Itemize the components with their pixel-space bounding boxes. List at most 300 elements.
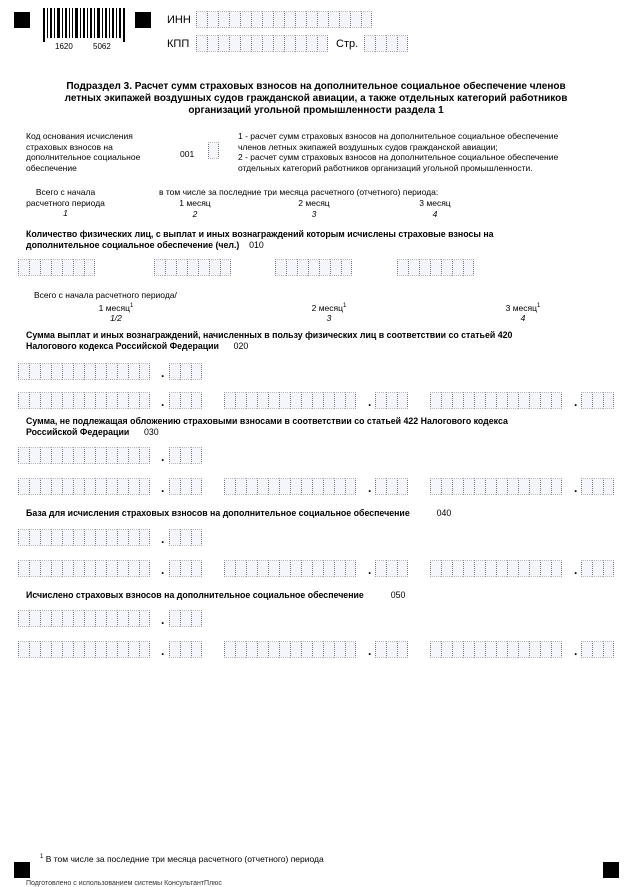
- input-cell[interactable]: [441, 641, 452, 658]
- input-cell[interactable]: [581, 478, 592, 495]
- row-010-month1-field[interactable]: [154, 259, 231, 276]
- input-cell[interactable]: [51, 610, 62, 627]
- input-cell[interactable]: [180, 529, 191, 546]
- input-cell[interactable]: [341, 259, 352, 276]
- row-040-month3-kopecks-field[interactable]: [581, 560, 614, 577]
- input-cell[interactable]: [463, 259, 474, 276]
- input-cell[interactable]: [334, 392, 345, 409]
- input-cell[interactable]: [180, 363, 191, 380]
- input-cell[interactable]: [507, 478, 518, 495]
- input-cell[interactable]: [62, 392, 73, 409]
- input-cell[interactable]: [386, 35, 397, 52]
- input-cell[interactable]: [191, 478, 202, 495]
- input-cell[interactable]: [496, 478, 507, 495]
- input-cell[interactable]: [375, 478, 386, 495]
- input-cell[interactable]: [224, 478, 235, 495]
- row-030-month1-rubles-field[interactable]: [18, 478, 150, 495]
- input-cell[interactable]: [540, 392, 551, 409]
- input-cell[interactable]: [350, 11, 361, 28]
- input-cell[interactable]: [84, 529, 95, 546]
- input-cell[interactable]: [375, 560, 386, 577]
- input-cell[interactable]: [117, 478, 128, 495]
- row-010-total-field[interactable]: [18, 259, 95, 276]
- input-cell[interactable]: [386, 478, 397, 495]
- input-cell[interactable]: [312, 478, 323, 495]
- input-cell[interactable]: [330, 259, 341, 276]
- input-cell[interactable]: [334, 560, 345, 577]
- row-020-month3-kopecks-field[interactable]: [581, 392, 614, 409]
- input-cell[interactable]: [246, 392, 257, 409]
- input-cell[interactable]: [62, 447, 73, 464]
- input-cell[interactable]: [95, 478, 106, 495]
- input-cell[interactable]: [463, 392, 474, 409]
- input-cell[interactable]: [180, 641, 191, 658]
- row-030-month3-kopecks-field[interactable]: [581, 478, 614, 495]
- row-040-total-kopecks-field[interactable]: [169, 529, 202, 546]
- input-cell[interactable]: [154, 259, 165, 276]
- row-050-month3-kopecks-field[interactable]: [581, 641, 614, 658]
- input-cell[interactable]: [84, 392, 95, 409]
- input-cell[interactable]: [51, 363, 62, 380]
- input-cell[interactable]: [139, 560, 150, 577]
- input-cell[interactable]: [540, 560, 551, 577]
- row-050-month1-rubles-field[interactable]: [18, 641, 150, 658]
- row-020-month1-kopecks-field[interactable]: [169, 392, 202, 409]
- input-cell[interactable]: [262, 11, 273, 28]
- input-cell[interactable]: [275, 259, 286, 276]
- input-cell[interactable]: [386, 641, 397, 658]
- input-cell[interactable]: [317, 35, 328, 52]
- input-cell[interactable]: [474, 560, 485, 577]
- input-cell[interactable]: [246, 478, 257, 495]
- input-cell[interactable]: [139, 610, 150, 627]
- input-cell[interactable]: [279, 392, 290, 409]
- input-cell[interactable]: [209, 259, 220, 276]
- row-010-month2-field[interactable]: [275, 259, 352, 276]
- input-cell[interactable]: [603, 641, 614, 658]
- row-020-month3-rubles-field[interactable]: [430, 392, 562, 409]
- input-cell[interactable]: [40, 610, 51, 627]
- input-cell[interactable]: [386, 560, 397, 577]
- input-cell[interactable]: [84, 259, 95, 276]
- input-cell[interactable]: [334, 478, 345, 495]
- input-cell[interactable]: [224, 641, 235, 658]
- input-cell[interactable]: [84, 363, 95, 380]
- input-cell[interactable]: [386, 392, 397, 409]
- input-cell[interactable]: [106, 641, 117, 658]
- input-cell[interactable]: [323, 478, 334, 495]
- input-cell[interactable]: [375, 35, 386, 52]
- input-cell[interactable]: [328, 11, 339, 28]
- input-cell[interactable]: [73, 447, 84, 464]
- input-cell[interactable]: [73, 259, 84, 276]
- input-cell[interactable]: [169, 610, 180, 627]
- input-cell[interactable]: [18, 529, 29, 546]
- input-cell[interactable]: [165, 259, 176, 276]
- input-cell[interactable]: [496, 641, 507, 658]
- input-cell[interactable]: [18, 560, 29, 577]
- row-040-month2-rubles-field[interactable]: [224, 560, 356, 577]
- input-cell[interactable]: [95, 363, 106, 380]
- input-cell[interactable]: [430, 259, 441, 276]
- input-cell[interactable]: [62, 259, 73, 276]
- input-cell[interactable]: [62, 529, 73, 546]
- input-cell[interactable]: [408, 259, 419, 276]
- input-cell[interactable]: [117, 363, 128, 380]
- input-cell[interactable]: [551, 478, 562, 495]
- input-cell[interactable]: [507, 641, 518, 658]
- input-cell[interactable]: [581, 560, 592, 577]
- input-cell[interactable]: [62, 641, 73, 658]
- input-cell[interactable]: [208, 142, 219, 159]
- input-cell[interactable]: [62, 363, 73, 380]
- input-cell[interactable]: [117, 529, 128, 546]
- input-cell[interactable]: [117, 392, 128, 409]
- input-cell[interactable]: [95, 641, 106, 658]
- input-cell[interactable]: [581, 641, 592, 658]
- input-cell[interactable]: [518, 392, 529, 409]
- input-cell[interactable]: [84, 610, 95, 627]
- input-cell[interactable]: [139, 478, 150, 495]
- input-cell[interactable]: [191, 392, 202, 409]
- input-cell[interactable]: [40, 392, 51, 409]
- input-cell[interactable]: [257, 392, 268, 409]
- row-050-month1-kopecks-field[interactable]: [169, 641, 202, 658]
- input-cell[interactable]: [485, 641, 496, 658]
- input-cell[interactable]: [40, 447, 51, 464]
- input-cell[interactable]: [430, 392, 441, 409]
- input-cell[interactable]: [518, 560, 529, 577]
- input-cell[interactable]: [345, 478, 356, 495]
- input-cell[interactable]: [529, 560, 540, 577]
- input-cell[interactable]: [196, 35, 207, 52]
- input-cell[interactable]: [169, 392, 180, 409]
- row-040-month1-rubles-field[interactable]: [18, 560, 150, 577]
- input-cell[interactable]: [106, 447, 117, 464]
- input-cell[interactable]: [592, 641, 603, 658]
- input-cell[interactable]: [603, 478, 614, 495]
- input-cell[interactable]: [279, 641, 290, 658]
- input-cell[interactable]: [485, 392, 496, 409]
- input-cell[interactable]: [430, 478, 441, 495]
- input-cell[interactable]: [592, 560, 603, 577]
- input-cell[interactable]: [18, 392, 29, 409]
- input-cell[interactable]: [246, 641, 257, 658]
- input-cell[interactable]: [279, 560, 290, 577]
- input-cell[interactable]: [551, 560, 562, 577]
- input-cell[interactable]: [51, 259, 62, 276]
- row-030-month2-rubles-field[interactable]: [224, 478, 356, 495]
- input-cell[interactable]: [286, 259, 297, 276]
- input-cell[interactable]: [51, 447, 62, 464]
- input-cell[interactable]: [319, 259, 330, 276]
- input-cell[interactable]: [397, 392, 408, 409]
- input-cell[interactable]: [198, 259, 209, 276]
- input-cell[interactable]: [334, 641, 345, 658]
- input-cell[interactable]: [180, 610, 191, 627]
- input-cell[interactable]: [40, 560, 51, 577]
- row-050-total-rubles-field[interactable]: [18, 610, 150, 627]
- input-cell[interactable]: [452, 641, 463, 658]
- row-050-month2-kopecks-field[interactable]: [375, 641, 408, 658]
- input-cell[interactable]: [106, 610, 117, 627]
- input-cell[interactable]: [323, 560, 334, 577]
- input-cell[interactable]: [73, 363, 84, 380]
- row-050-month2-rubles-field[interactable]: [224, 641, 356, 658]
- input-cell[interactable]: [106, 560, 117, 577]
- input-cell[interactable]: [551, 641, 562, 658]
- input-cell[interactable]: [191, 560, 202, 577]
- input-cell[interactable]: [419, 259, 430, 276]
- input-cell[interactable]: [308, 259, 319, 276]
- input-cell[interactable]: [62, 478, 73, 495]
- input-cell[interactable]: [441, 478, 452, 495]
- input-cell[interactable]: [224, 560, 235, 577]
- input-cell[interactable]: [361, 11, 372, 28]
- input-cell[interactable]: [540, 641, 551, 658]
- input-cell[interactable]: [139, 447, 150, 464]
- row-020-month2-rubles-field[interactable]: [224, 392, 356, 409]
- input-cell[interactable]: [496, 392, 507, 409]
- input-cell[interactable]: [95, 392, 106, 409]
- input-cell[interactable]: [235, 560, 246, 577]
- row-020-total-rubles-field[interactable]: [18, 363, 150, 380]
- input-cell[interactable]: [73, 560, 84, 577]
- input-cell[interactable]: [73, 529, 84, 546]
- input-cell[interactable]: [551, 392, 562, 409]
- input-cell[interactable]: [268, 560, 279, 577]
- input-cell[interactable]: [180, 478, 191, 495]
- input-cell[interactable]: [29, 641, 40, 658]
- input-cell[interactable]: [345, 392, 356, 409]
- input-cell[interactable]: [191, 641, 202, 658]
- input-cell[interactable]: [463, 478, 474, 495]
- input-cell[interactable]: [240, 35, 251, 52]
- input-cell[interactable]: [397, 641, 408, 658]
- input-cell[interactable]: [196, 11, 207, 28]
- row-040-month1-kopecks-field[interactable]: [169, 560, 202, 577]
- input-cell[interactable]: [220, 259, 231, 276]
- input-cell[interactable]: [117, 447, 128, 464]
- input-cell[interactable]: [397, 560, 408, 577]
- input-cell[interactable]: [441, 392, 452, 409]
- input-cell[interactable]: [345, 560, 356, 577]
- input-cell[interactable]: [301, 641, 312, 658]
- input-cell[interactable]: [218, 11, 229, 28]
- row-030-month2-kopecks-field[interactable]: [375, 478, 408, 495]
- input-cell[interactable]: [235, 478, 246, 495]
- input-cell[interactable]: [128, 560, 139, 577]
- input-cell[interactable]: [128, 392, 139, 409]
- input-cell[interactable]: [375, 641, 386, 658]
- row-020-total-kopecks-field[interactable]: [169, 363, 202, 380]
- input-cell[interactable]: [229, 35, 240, 52]
- input-cell[interactable]: [592, 478, 603, 495]
- input-cell[interactable]: [290, 560, 301, 577]
- input-cell[interactable]: [95, 560, 106, 577]
- input-cell[interactable]: [128, 529, 139, 546]
- input-cell[interactable]: [301, 478, 312, 495]
- input-cell[interactable]: [312, 641, 323, 658]
- input-cell[interactable]: [18, 363, 29, 380]
- input-cell[interactable]: [529, 641, 540, 658]
- input-cell[interactable]: [180, 392, 191, 409]
- input-cell[interactable]: [518, 478, 529, 495]
- input-cell[interactable]: [117, 610, 128, 627]
- input-cell[interactable]: [180, 560, 191, 577]
- input-cell[interactable]: [40, 478, 51, 495]
- input-cell[interactable]: [290, 641, 301, 658]
- input-cell[interactable]: [169, 447, 180, 464]
- input-cell[interactable]: [139, 392, 150, 409]
- input-cell[interactable]: [323, 641, 334, 658]
- input-cell[interactable]: [62, 560, 73, 577]
- input-cell[interactable]: [441, 259, 452, 276]
- input-cell[interactable]: [262, 35, 273, 52]
- input-cell[interactable]: [139, 641, 150, 658]
- input-cell[interactable]: [139, 363, 150, 380]
- input-cell[interactable]: [29, 529, 40, 546]
- input-cell[interactable]: [18, 610, 29, 627]
- input-cell[interactable]: [187, 259, 198, 276]
- input-cell[interactable]: [246, 560, 257, 577]
- input-cell[interactable]: [364, 35, 375, 52]
- input-cell[interactable]: [18, 259, 29, 276]
- input-cell[interactable]: [430, 560, 441, 577]
- input-cell[interactable]: [290, 478, 301, 495]
- input-cell[interactable]: [73, 392, 84, 409]
- input-cell[interactable]: [229, 11, 240, 28]
- input-cell[interactable]: [441, 560, 452, 577]
- input-cell[interactable]: [345, 641, 356, 658]
- input-cell[interactable]: [273, 11, 284, 28]
- page-number-field[interactable]: [364, 35, 408, 52]
- input-cell[interactable]: [29, 363, 40, 380]
- input-cell[interactable]: [84, 478, 95, 495]
- input-cell[interactable]: [18, 478, 29, 495]
- input-cell[interactable]: [51, 392, 62, 409]
- input-cell[interactable]: [257, 560, 268, 577]
- input-cell[interactable]: [117, 641, 128, 658]
- input-cell[interactable]: [463, 560, 474, 577]
- input-cell[interactable]: [603, 392, 614, 409]
- input-cell[interactable]: [268, 478, 279, 495]
- row-040-month3-rubles-field[interactable]: [430, 560, 562, 577]
- input-cell[interactable]: [430, 641, 441, 658]
- input-cell[interactable]: [51, 529, 62, 546]
- input-cell[interactable]: [84, 447, 95, 464]
- row-020-month1-rubles-field[interactable]: [18, 392, 150, 409]
- input-cell[interactable]: [84, 560, 95, 577]
- input-cell[interactable]: [29, 478, 40, 495]
- input-cell[interactable]: [29, 259, 40, 276]
- input-cell[interactable]: [207, 35, 218, 52]
- input-cell[interactable]: [295, 35, 306, 52]
- row-030-month1-kopecks-field[interactable]: [169, 478, 202, 495]
- input-cell[interactable]: [507, 392, 518, 409]
- input-cell[interactable]: [191, 447, 202, 464]
- input-cell[interactable]: [139, 529, 150, 546]
- input-cell[interactable]: [40, 641, 51, 658]
- row-040-month2-kopecks-field[interactable]: [375, 560, 408, 577]
- row-010-month3-field[interactable]: [397, 259, 474, 276]
- input-cell[interactable]: [452, 478, 463, 495]
- input-cell[interactable]: [397, 259, 408, 276]
- input-cell[interactable]: [180, 447, 191, 464]
- input-cell[interactable]: [18, 447, 29, 464]
- input-cell[interactable]: [40, 259, 51, 276]
- input-cell[interactable]: [474, 392, 485, 409]
- input-cell[interactable]: [18, 641, 29, 658]
- input-cell[interactable]: [463, 641, 474, 658]
- input-cell[interactable]: [452, 392, 463, 409]
- input-cell[interactable]: [40, 529, 51, 546]
- input-cell[interactable]: [169, 363, 180, 380]
- input-cell[interactable]: [169, 560, 180, 577]
- input-cell[interactable]: [529, 478, 540, 495]
- input-cell[interactable]: [485, 560, 496, 577]
- input-cell[interactable]: [485, 478, 496, 495]
- input-cell[interactable]: [496, 560, 507, 577]
- input-cell[interactable]: [73, 641, 84, 658]
- input-cell[interactable]: [73, 478, 84, 495]
- input-cell[interactable]: [474, 641, 485, 658]
- row-050-total-kopecks-field[interactable]: [169, 610, 202, 627]
- input-cell[interactable]: [62, 610, 73, 627]
- input-cell[interactable]: [106, 392, 117, 409]
- input-cell[interactable]: [235, 641, 246, 658]
- input-cell[interactable]: [191, 610, 202, 627]
- input-cell[interactable]: [51, 478, 62, 495]
- input-cell[interactable]: [128, 363, 139, 380]
- row-030-total-kopecks-field[interactable]: [169, 447, 202, 464]
- input-cell[interactable]: [397, 35, 408, 52]
- input-cell[interactable]: [452, 560, 463, 577]
- input-cell[interactable]: [169, 641, 180, 658]
- input-cell[interactable]: [507, 560, 518, 577]
- input-cell[interactable]: [117, 560, 128, 577]
- input-cell[interactable]: [323, 392, 334, 409]
- input-cell[interactable]: [284, 11, 295, 28]
- input-cell[interactable]: [518, 641, 529, 658]
- input-cell[interactable]: [106, 363, 117, 380]
- input-cell[interactable]: [339, 11, 350, 28]
- input-cell[interactable]: [251, 35, 262, 52]
- input-cell[interactable]: [540, 478, 551, 495]
- kpp-field[interactable]: [196, 35, 328, 52]
- row-030-total-rubles-field[interactable]: [18, 447, 150, 464]
- input-cell[interactable]: [240, 11, 251, 28]
- input-cell[interactable]: [375, 392, 386, 409]
- row-020-month2-kopecks-field[interactable]: [375, 392, 408, 409]
- input-cell[interactable]: [581, 392, 592, 409]
- input-cell[interactable]: [257, 641, 268, 658]
- input-cell[interactable]: [29, 560, 40, 577]
- input-cell[interactable]: [128, 447, 139, 464]
- input-cell[interactable]: [592, 392, 603, 409]
- input-cell[interactable]: [235, 392, 246, 409]
- input-cell[interactable]: [452, 259, 463, 276]
- input-cell[interactable]: [169, 529, 180, 546]
- input-cell[interactable]: [207, 11, 218, 28]
- input-cell[interactable]: [29, 447, 40, 464]
- input-cell[interactable]: [290, 392, 301, 409]
- input-cell[interactable]: [218, 35, 229, 52]
- input-cell[interactable]: [312, 392, 323, 409]
- input-cell[interactable]: [106, 529, 117, 546]
- basis-code-field[interactable]: [208, 142, 219, 159]
- input-cell[interactable]: [297, 259, 308, 276]
